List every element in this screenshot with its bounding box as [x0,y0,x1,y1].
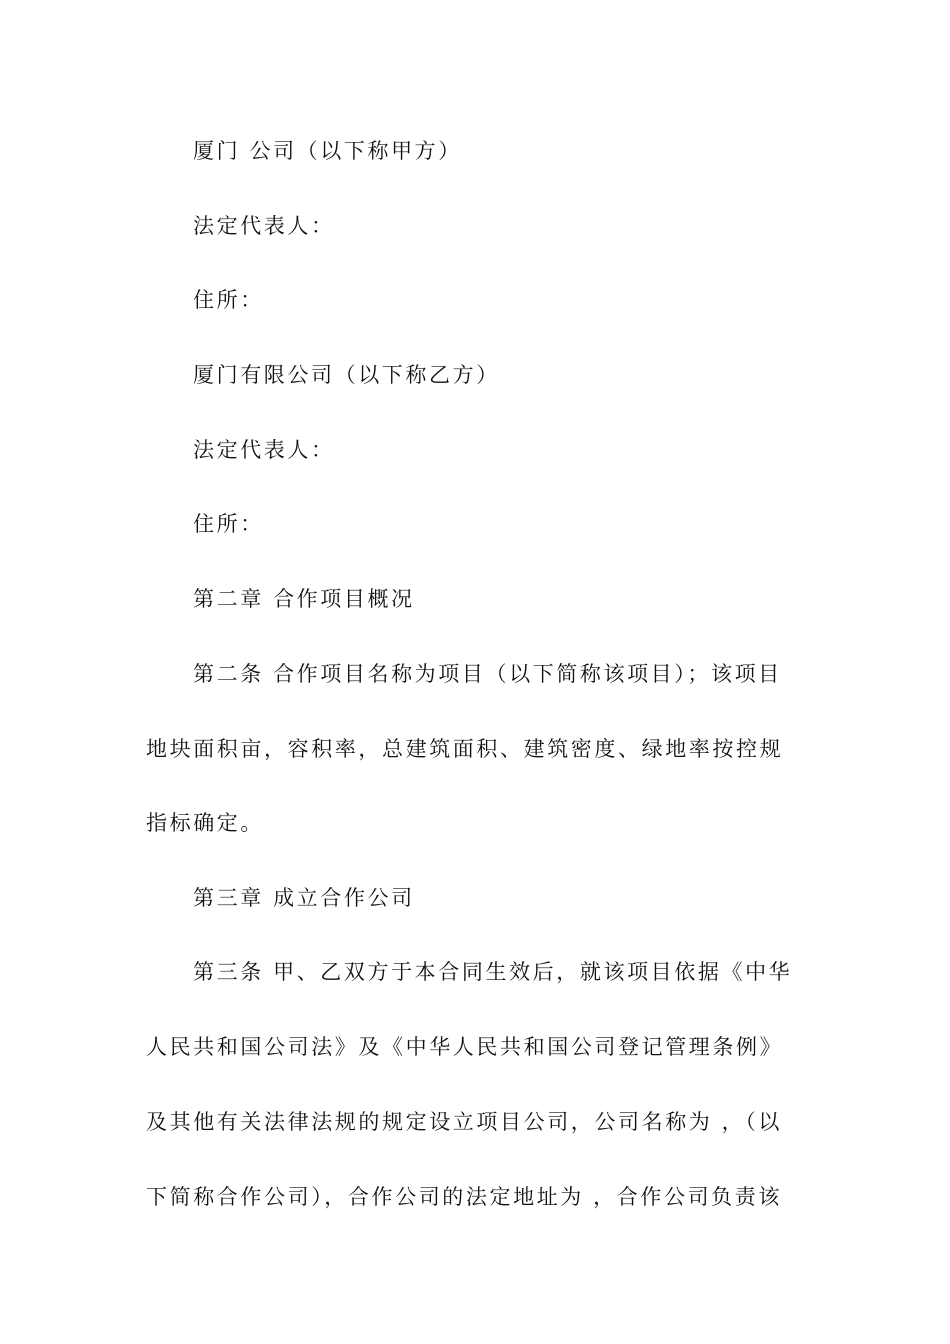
article-3-line-1: 第三条 甲、乙双方于本合同生效后，就该项目依据《中华 [193,960,793,984]
article-2-line-1: 第二条 合作项目名称为项目（以下简称该项目）；该项目 [193,662,782,686]
party-a-legal-representative: 法定代表人： [193,214,335,238]
article-3-line-3: 及其他有关法律法规的规定设立项目公司，公司名称为 ，（以 [146,1110,782,1134]
party-a-name: 厦门 公司（以下称甲方） [193,139,462,163]
party-b-legal-representative: 法定代表人： [193,438,335,462]
chapter-3-heading: 第三章 成立合作公司 [193,886,415,910]
chapter-2-heading: 第二章 合作项目概况 [193,587,415,611]
article-2-line-2: 地块面积亩，容积率，总建筑面积、建筑密度、绿地率按控规 [146,737,784,761]
article-3-line-2: 人民共和国公司法》及《中华人民共和国公司登记管理条例》 [146,1035,784,1059]
party-b-address: 住所： [193,512,264,536]
party-b-name: 厦门有限公司（以下称乙方） [193,363,500,387]
article-3-line-4: 下简称合作公司），合作公司的法定地址为 ，合作公司负责该 [146,1185,782,1209]
article-2-line-3: 指标确定。 [146,811,264,835]
party-a-address: 住所： [193,288,264,312]
